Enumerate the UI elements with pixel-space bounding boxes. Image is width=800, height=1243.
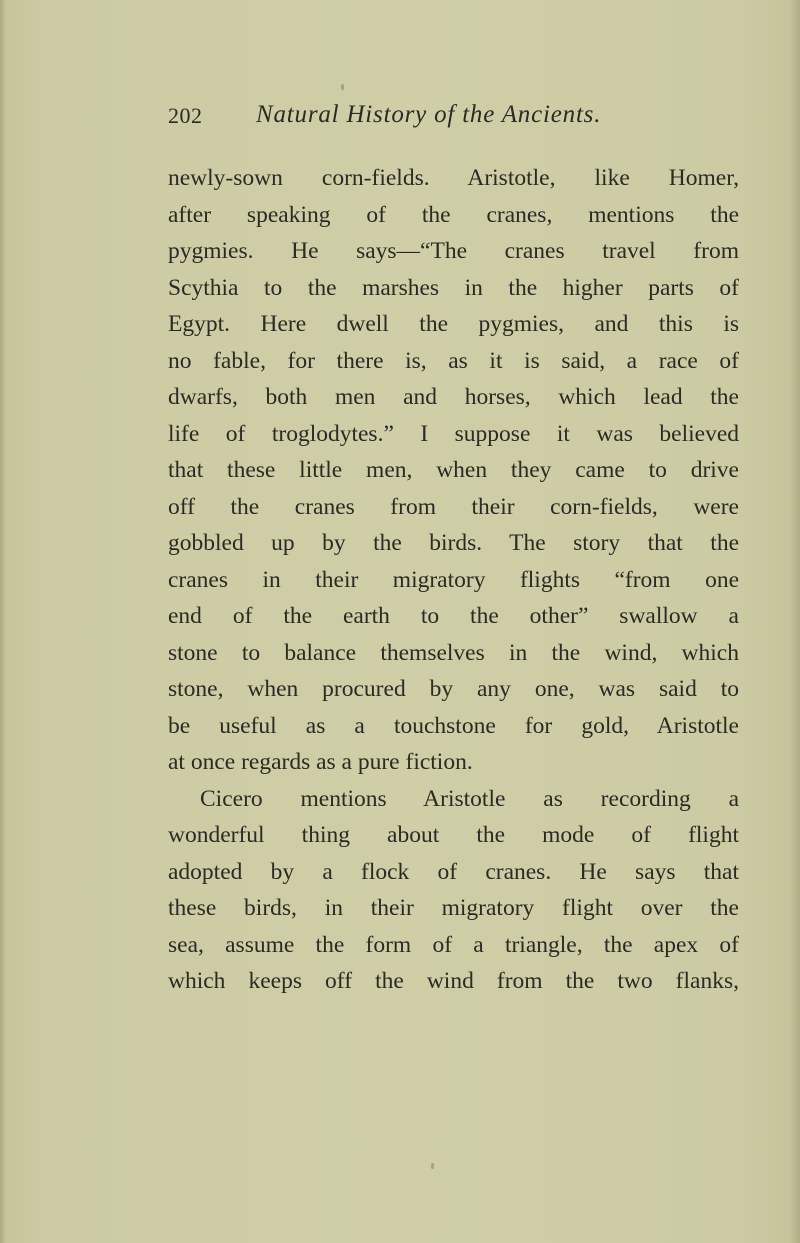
text-line: no fable, for there is, as it is said, a race of	[168, 347, 739, 374]
text-line: be useful as a touchstone for gold, Aristotle	[168, 712, 739, 739]
text-line: Egypt. Here dwell the pygmies, and this is	[168, 311, 739, 337]
text-line: these birds, in their migratory flight over the	[168, 895, 739, 921]
text-line: pygmies. He says—“The cranes travel from	[168, 238, 739, 264]
text-line: Scythia to the marshes in the higher parts of	[168, 274, 739, 301]
text-line: cranes in their migratory flights “from one	[168, 566, 739, 593]
text-line: which keeps off the wind from the two flanks,	[168, 968, 739, 994]
text-line: newly-sown corn-fields. Aristotle, like Homer,	[168, 165, 739, 191]
paper-speck	[341, 84, 344, 90]
text-line: gobbled up by the birds. The story that the	[168, 530, 739, 556]
text-line: dwarfs, both men and horses, which lead the	[168, 384, 739, 410]
paragraph-end-line: at once regards as a pure fiction.	[168, 749, 473, 775]
page-header	[168, 103, 688, 143]
text-line: sea, assume the form of a triangle, the apex of	[168, 931, 739, 958]
text-line: that these little men, when they came to drive	[168, 457, 739, 483]
page-right-edge-shadow	[790, 0, 800, 1243]
text-line: wonderful thing about the mode of flight	[168, 822, 739, 848]
page-left-edge-shadow	[0, 0, 6, 1243]
text-line: end of the earth to the other” swallow a	[168, 603, 739, 629]
text-line: stone, when procured by any one, was said to	[168, 676, 739, 702]
paragraph-start-line: Cicero mentions Aristotle as recording a	[200, 785, 739, 812]
paper-speck	[431, 1163, 434, 1169]
text-line: life of troglodytes.” I suppose it was believed	[168, 420, 739, 447]
text-line: after speaking of the cranes, mentions the	[168, 201, 739, 228]
text-line: adopted by a flock of cranes. He says that	[168, 858, 739, 885]
text-line: off the cranes from their corn-fields, were	[168, 493, 739, 520]
text-line: stone to balance themselves in the wind, which	[168, 639, 739, 666]
running-title: Natural History of the Ancients.	[256, 101, 602, 128]
body-text	[168, 160, 739, 1000]
page-number: 202	[168, 103, 203, 128]
